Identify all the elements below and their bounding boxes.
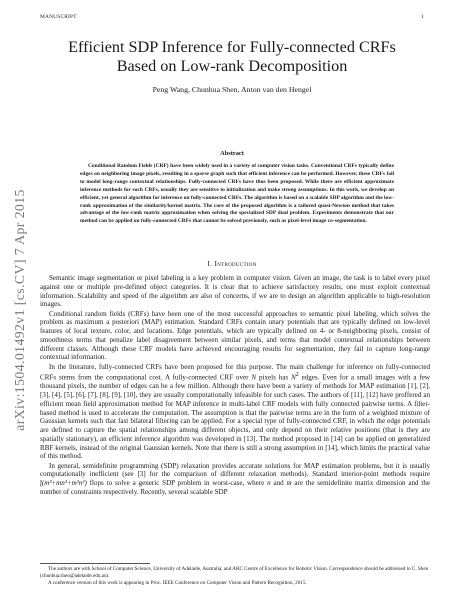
math-N-squared: N	[291, 373, 296, 382]
text-run: are the semidefinite matrix dimension and the number of constraints respectively. Recently, several scalable SDP	[40, 479, 430, 496]
abstract-body: Conditional Random Fields (CRF) have been widely used in a variety of computer vision tasks. Conventional CRFs typically define edges on neighboring image pixels, resulting in a sparse graph such that efficient inference can be performed. However, these CRFs fail to model long-range contextual relationships. Fully-connected CRFs have thus been proposed. While there are efficient approximate inference methods for such CRFs, usually they are sensitive to initialization and make strong assumptions. In this work, we develop an efficient, yet general algorithm for inference on fully-connected CRFs. The algorithm is based on a scalable SDP algorithm and the low-rank approximation of the similarity/kernel matrix. The core of the proposed algorithm is a tailored quasi-Newton method that takes advantage of the low-rank matrix approximation when solving the specialized SDP dual problem. Experiments demonstrate that our method can be applied on fully-connected CRFs that cannot be solved previously, such as pixel-level image co-segmentation.	[80, 163, 394, 225]
footnote-conference: A conference version of this work is appearing in Proc. IEEE Conference on Computer Vision and Pattern Recognition, 2015.	[48, 580, 307, 587]
title-line-2: Based on Low-rank Decomposition	[116, 57, 348, 75]
page-number: 1	[421, 14, 424, 20]
math-complexity: ƪ(m³+mn³+m²n²)	[40, 479, 87, 488]
author-list: Peng Wang, Chunhua Shen, Anton van den Hengel	[152, 85, 312, 94]
running-header	[40, 14, 424, 24]
footnotes	[40, 566, 430, 587]
abstract-heading: Abstract	[220, 150, 244, 157]
section-heading	[40, 259, 424, 268]
section-title: Introduction	[214, 259, 257, 268]
paragraph	[40, 462, 430, 497]
footnote-divider	[40, 563, 150, 564]
text-run: flops to solve a generic SDP problem in worst-case, where	[86, 479, 268, 488]
math-exponent: 2	[295, 372, 299, 379]
math-n: n	[267, 479, 271, 488]
paper-title	[50, 38, 414, 76]
arxiv-stamp	[2, 100, 38, 520]
text-run: and	[270, 479, 287, 488]
header-manuscript: MANUSCRIPT	[40, 14, 77, 20]
text-run: In general, semidefinite programming (SDP) relaxation provides accurate solutions for MAP estimation problems, but it is usually computationally inefficient (see [3] for the comparison of different relaxation methods). Standard interior-point methods require	[40, 461, 430, 479]
main-text	[40, 274, 430, 497]
text-run: pixels has	[256, 373, 292, 382]
footnote-affiliation: The authors are with School of Computer Science, University of Adelaide, Australia; and ARC Centre of Excellence for Robotic Vision. Correspondence should be addressed to C. Shen (chunhua.shen@adelaide.edu.au).	[40, 566, 429, 580]
title-line-1: Efficient SDP Inference for Fully-connected CRFs	[68, 38, 396, 56]
math-N: N	[251, 373, 257, 382]
arxiv-identifier[interactable]: arXiv:1504.01492v1 [cs.CV] 7 Apr 2015	[12, 189, 27, 431]
paragraph	[40, 363, 430, 462]
section-number: I.	[207, 259, 213, 268]
math-m: m	[286, 479, 292, 488]
text-run: In the literature, fully-connected CRFs have been proposed for this purpose. The main challenge for inference on fully-connected CRFs stems from the computational cost. A fully-connected CRF over	[40, 362, 430, 382]
text-run: edges. Even for a small images with a few thousand pixels, the number of edges can be a few million. Although there have been a variety of methods for MAP estimation [1], [2], [3], [4], [5], [6], [7], [8], [9], [10], they are usually computationally infeasible for such cases. The authors of [11], [12] have proffered an efficient mean field approximation method for MAP inference in multi-label CRF models with fully connected pairwise terms. A filter-based method is used to accelerate the computation. The assumption is that the pairwise terms are in the form of a weighted mixture of Gaussian kernels such that fast bilateral filtering can be applied. For a special type of fully-connected CRF, in which the edge potentials are defined to capture the spatial relationships among different objects, and only depend on their relative positions (that is they are spatially stationary), an efficient inference algorithm was developed in [13]. The method proposed in [14] can be applied on generalized RBF kernels, instead of the original Gaussian kernels. Note that there is still a strong assumption in [14], which limits the practical value of this method.	[40, 373, 431, 461]
paragraph: Conditional random fields (CRFs) have been one of the most successful approaches to semantic pixel labeling, which solves the problem as maximum a posteriori (MAP) estimation. Standard CRFs contain unary potentials that are typically defined on low-level features of local texture, color, and locations. Edge potentials, which are typically defined on 4- or 8-neighboring pixels, consist of smoothness terms that penalize label disagreement between similar pixels, and terms that model contextual relationships between different classes. Although these CRF models have achieved encouraging results for segmentation, they fail to capture long-range contextual information.	[40, 309, 430, 362]
paragraph: Semantic image segmentation or pixel labeling is a key problem in computer vision. Given an image, the task is to label every pixel against one or multiple pre-defined object categories. It is clear that to achieve satisfactory results, one must exploit contextual information. Scalability and speed of the algorithm are also of concerns, if we are to design an algorithm applicable to high-resolution images.	[40, 274, 430, 309]
